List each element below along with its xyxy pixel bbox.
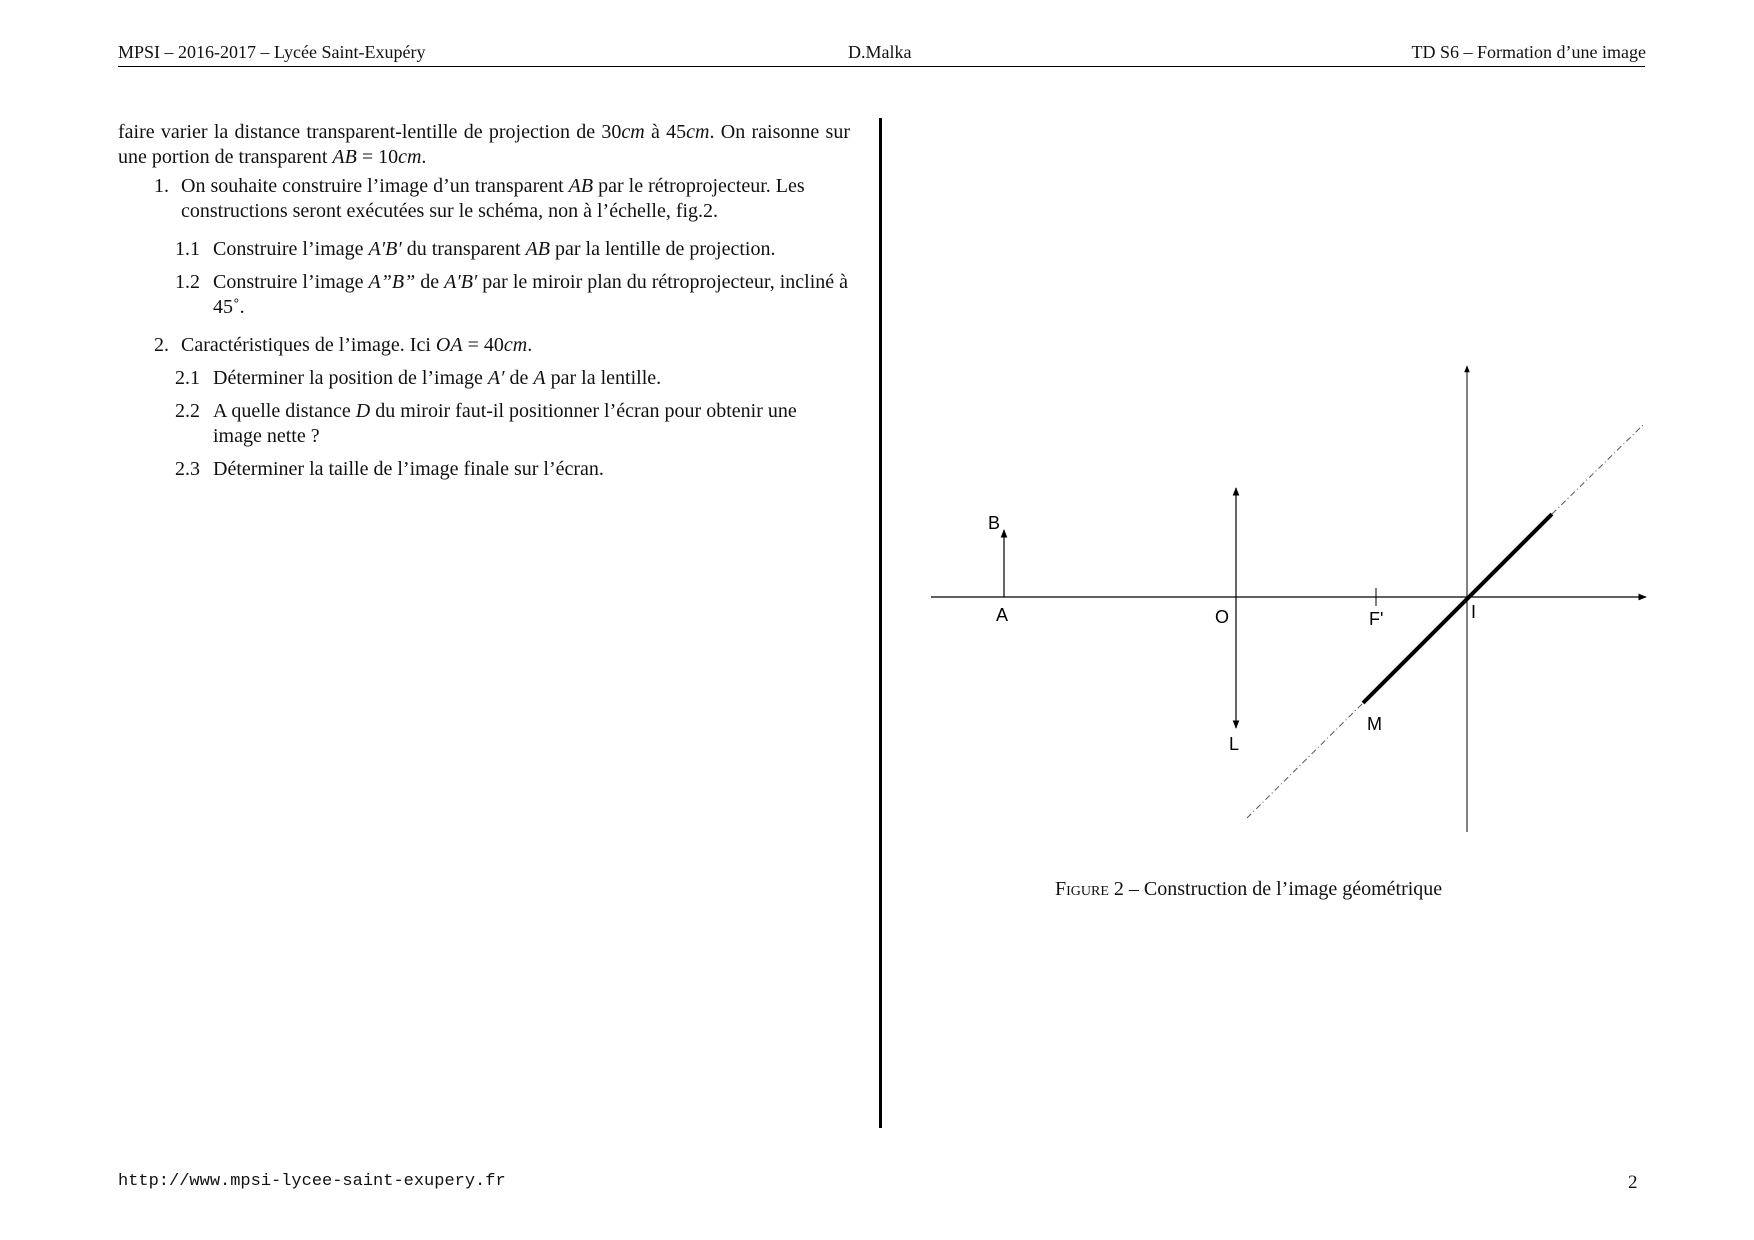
label-O: O xyxy=(1215,607,1230,627)
mirror-extension-lower xyxy=(1247,703,1363,818)
question-2-3: 2.3 Déterminer la taille de l’image finale sur l’écran. xyxy=(175,458,604,480)
footer-url[interactable]: http://www.mpsi-lycee-saint-exupery.fr xyxy=(118,1172,506,1191)
label-L: L xyxy=(1229,734,1240,754)
label-A: A xyxy=(996,605,1009,625)
header-center: D.Malka xyxy=(848,42,912,62)
label-F-prime: F' xyxy=(1369,609,1384,629)
page-number: 2 xyxy=(1628,1172,1638,1193)
question-1: 1. On souhaite construire l’image d’un transparent AB par le rétroprojecteur. Les constructions seront exécutées sur le schéma, non à l’échelle, fig.2. xyxy=(154,175,805,222)
figure-caption: Figure 2 – Construction de l’image géométrique xyxy=(1055,878,1443,900)
header-left: MPSI – 2016-2017 – Lycée Saint-Exupéry xyxy=(118,42,426,62)
label-I: I xyxy=(1471,602,1477,622)
question-1-1: 1.1 Construire l’image A′B′ du transparent AB par la lentille de projection. xyxy=(175,238,776,260)
question-2: 2. Caractéristiques de l’image. Ici OA = 40cm. xyxy=(154,334,533,356)
question-1-2: 1.2 Construire l’image A”B” de A′B′ par le miroir plan du rétroprojecteur, incliné à 45˚. xyxy=(175,271,849,318)
intro-paragraph: faire varier la distance transparent-lentille de projection de 30cm à 45cm. On raisonne sur une portion de transparent AB = 10cm. xyxy=(118,121,850,168)
question-2-2: 2.2 A quelle distance D du miroir faut-il positionner l’écran pour obtenir une image nette ? xyxy=(175,400,797,447)
label-B: B xyxy=(988,513,1001,533)
plane-mirror xyxy=(1363,514,1552,703)
question-2-1: 2.1 Déterminer la position de l’image A′ de A par la lentille. xyxy=(175,367,662,389)
header-right: TD S6 – Formation d’une image xyxy=(1411,42,1646,62)
label-M: M xyxy=(1367,714,1382,734)
mirror-extension-upper xyxy=(1552,425,1643,514)
